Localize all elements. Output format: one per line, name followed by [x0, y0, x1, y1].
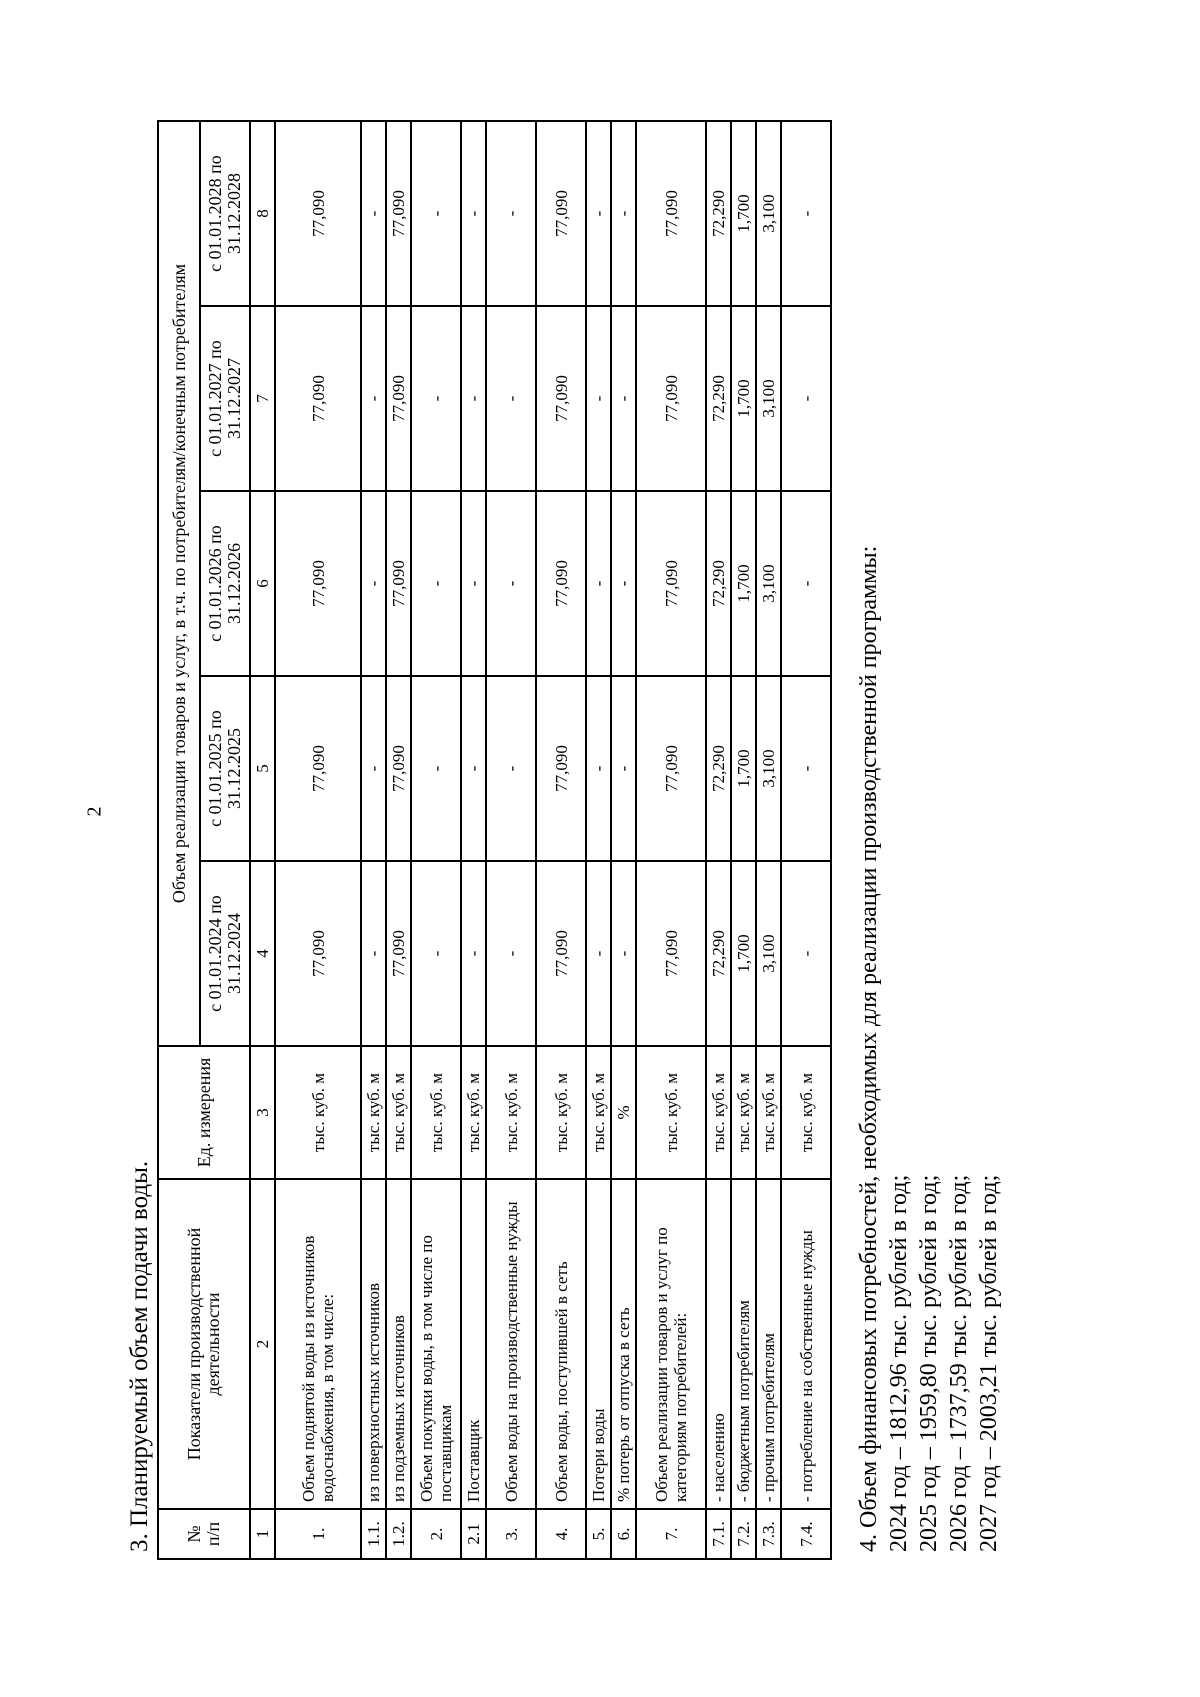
- row-value: 72,290: [706, 491, 731, 676]
- row-value: 77,090: [275, 861, 361, 1046]
- header-num: № п/п: [158, 1509, 250, 1559]
- row-indicator: - населению: [706, 1179, 731, 1509]
- row-indicator: Объем воды, поступившей в сеть: [536, 1179, 586, 1509]
- row-indicator: - потребление на собственные нужды: [781, 1179, 831, 1509]
- page-number: 2: [83, 806, 106, 817]
- row-value: 72,290: [706, 676, 731, 861]
- row-indicator: Объем поднятой воды из источников водоснабжения, в том числе:: [275, 1179, 361, 1509]
- row-value: 77,090: [636, 676, 706, 861]
- header-group: Объем реализации товаров и услуг, в т.ч. по потребителям/конечным потребителям: [158, 121, 200, 1046]
- row-value: -: [486, 676, 536, 861]
- row-value: 1,700: [731, 491, 756, 676]
- row-value: 3,100: [756, 676, 781, 861]
- row-indicator: Поставщик: [461, 1179, 486, 1509]
- financial-title: 4. Объем финансовых потребностей, необходимых для реализации производственной программы:: [856, 545, 882, 1552]
- row-value: -: [461, 676, 486, 861]
- header-period: с 01.01.2025 по 31.12.2025: [200, 676, 250, 861]
- row-value: -: [781, 676, 831, 861]
- header-period: с 01.01.2028 по 31.12.2028: [200, 121, 250, 306]
- row-value: -: [461, 491, 486, 676]
- row-number: 1.1.: [361, 1509, 386, 1559]
- header-period: с 01.01.2027 по 31.12.2027: [200, 306, 250, 491]
- row-unit: %: [611, 1046, 636, 1179]
- column-number: 6: [250, 491, 275, 676]
- row-unit: тыс. куб. м: [706, 1046, 731, 1179]
- table-row: [611, 121, 636, 1559]
- row-value: -: [361, 491, 386, 676]
- row-number: 7.: [636, 1509, 706, 1559]
- section-title: 3. Планируемый объем подачи воды.: [126, 1160, 153, 1552]
- row-indicator: из поверхностных источников: [361, 1179, 386, 1509]
- row-value: -: [781, 121, 831, 306]
- row-value: -: [586, 491, 611, 676]
- row-number: 7.3.: [756, 1509, 781, 1559]
- row-value: 77,090: [536, 491, 586, 676]
- row-value: 77,090: [636, 861, 706, 1046]
- table-row: [486, 121, 536, 1559]
- row-indicator: Потери воды: [586, 1179, 611, 1509]
- row-value: -: [781, 491, 831, 676]
- row-value: -: [611, 491, 636, 676]
- rotated-content: [125, 60, 1085, 1560]
- financial-item: 2024 год – 1812,96 тыс. рублей в год;: [886, 1174, 912, 1552]
- row-indicator: Объем воды на производственные нужды: [486, 1179, 536, 1509]
- row-value: -: [461, 861, 486, 1046]
- row-value: 72,290: [706, 121, 731, 306]
- row-value: 72,290: [706, 861, 731, 1046]
- row-value: 3,100: [756, 491, 781, 676]
- table-row: [781, 121, 831, 1559]
- row-value: 77,090: [386, 491, 411, 676]
- row-value: -: [461, 121, 486, 306]
- row-value: 77,090: [275, 491, 361, 676]
- row-value: 77,090: [386, 861, 411, 1046]
- row-unit: тыс. куб. м: [386, 1046, 411, 1179]
- row-unit: тыс. куб. м: [781, 1046, 831, 1179]
- column-number: 4: [250, 861, 275, 1046]
- row-value: -: [361, 676, 386, 861]
- table-row: [731, 121, 756, 1559]
- row-value: 77,090: [636, 306, 706, 491]
- column-number: 2: [250, 1179, 275, 1509]
- row-value: 77,090: [636, 491, 706, 676]
- row-value: -: [361, 861, 386, 1046]
- row-value: -: [586, 121, 611, 306]
- financial-item: 2027 год – 2003,21 тыс. рублей в год;: [976, 1174, 1002, 1552]
- row-value: 1,700: [731, 676, 756, 861]
- row-value: 1,700: [731, 306, 756, 491]
- row-value: -: [611, 861, 636, 1046]
- row-value: -: [781, 861, 831, 1046]
- row-unit: тыс. куб. м: [586, 1046, 611, 1179]
- row-number: 2.1: [461, 1509, 486, 1559]
- row-value: 77,090: [636, 121, 706, 306]
- row-value: 77,090: [386, 306, 411, 491]
- row-value: 77,090: [275, 676, 361, 861]
- row-value: -: [361, 306, 386, 491]
- table-row: [586, 121, 611, 1559]
- row-value: -: [486, 861, 536, 1046]
- water-supply-table: [157, 120, 832, 1560]
- table-body: [275, 121, 831, 1559]
- table-row: [275, 121, 361, 1559]
- row-indicator: - бюджетным потребителям: [731, 1179, 756, 1509]
- row-unit: тыс. куб. м: [361, 1046, 386, 1179]
- row-value: -: [486, 121, 536, 306]
- row-number: 1.2.: [386, 1509, 411, 1559]
- row-value: -: [461, 306, 486, 491]
- row-value: -: [611, 121, 636, 306]
- row-value: -: [411, 676, 461, 861]
- table-row: [756, 121, 781, 1559]
- row-unit: тыс. куб. м: [756, 1046, 781, 1179]
- row-number: 2.: [411, 1509, 461, 1559]
- table-row: [411, 121, 461, 1559]
- row-value: 3,100: [756, 306, 781, 491]
- row-indicator: % потерь от отпуска в сеть: [611, 1179, 636, 1509]
- table-row: [386, 121, 411, 1559]
- row-value: 77,090: [386, 121, 411, 306]
- row-value: -: [411, 306, 461, 491]
- row-unit: тыс. куб. м: [275, 1046, 361, 1179]
- row-number: 5.: [586, 1509, 611, 1559]
- row-value: 77,090: [275, 121, 361, 306]
- row-indicator: Объем покупки воды, в том числе по поставщикам: [411, 1179, 461, 1509]
- table-row: [706, 121, 731, 1559]
- row-value: 1,700: [731, 121, 756, 306]
- row-value: -: [411, 121, 461, 306]
- table-row: [361, 121, 386, 1559]
- row-number: 4.: [536, 1509, 586, 1559]
- row-value: 3,100: [756, 121, 781, 306]
- table-row: [636, 121, 706, 1559]
- row-value: -: [586, 676, 611, 861]
- column-number: 7: [250, 306, 275, 491]
- header-period: с 01.01.2024 по 31.12.2024: [200, 861, 250, 1046]
- row-value: -: [586, 861, 611, 1046]
- row-unit: тыс. куб. м: [461, 1046, 486, 1179]
- table-row: [536, 121, 586, 1559]
- row-number: 3.: [486, 1509, 536, 1559]
- row-number: 7.2.: [731, 1509, 756, 1559]
- row-value: -: [486, 306, 536, 491]
- row-value: -: [411, 861, 461, 1046]
- row-unit: тыс. куб. м: [636, 1046, 706, 1179]
- row-unit: тыс. куб. м: [411, 1046, 461, 1179]
- header-unit: Ед. измерения: [158, 1046, 250, 1179]
- column-number: 1: [250, 1509, 275, 1559]
- column-number: 5: [250, 676, 275, 861]
- row-number: 7.4.: [781, 1509, 831, 1559]
- row-number: 1.: [275, 1509, 361, 1559]
- header-period: с 01.01.2026 по 31.12.2026: [200, 491, 250, 676]
- financial-item: 2026 год – 1737,59 тыс. рублей в год;: [946, 1174, 972, 1552]
- column-number: 3: [250, 1046, 275, 1179]
- row-number: 6.: [611, 1509, 636, 1559]
- row-value: -: [611, 676, 636, 861]
- row-value: -: [411, 491, 461, 676]
- row-value: 72,290: [706, 306, 731, 491]
- row-value: -: [486, 491, 536, 676]
- row-value: -: [586, 306, 611, 491]
- row-unit: тыс. куб. м: [731, 1046, 756, 1179]
- row-value: 77,090: [536, 306, 586, 491]
- row-indicator: из подземных источников: [386, 1179, 411, 1509]
- row-unit: тыс. куб. м: [486, 1046, 536, 1179]
- row-value: -: [781, 306, 831, 491]
- row-indicator: - прочим потребителям: [756, 1179, 781, 1509]
- row-value: 77,090: [386, 676, 411, 861]
- row-number: 7.1.: [706, 1509, 731, 1559]
- header-indicator: Показатели производственной деятельности: [158, 1179, 250, 1509]
- row-value: 77,090: [536, 676, 586, 861]
- row-value: -: [361, 121, 386, 306]
- row-value: 1,700: [731, 861, 756, 1046]
- row-value: 77,090: [536, 121, 586, 306]
- row-indicator: Объем реализации товаров и услуг по категориям потребителей:: [636, 1179, 706, 1509]
- row-value: -: [611, 306, 636, 491]
- row-value: 3,100: [756, 861, 781, 1046]
- row-value: 77,090: [275, 306, 361, 491]
- financial-needs: [854, 60, 1004, 1552]
- table-row: [461, 121, 486, 1559]
- row-unit: тыс. куб. м: [536, 1046, 586, 1179]
- column-number: 8: [250, 121, 275, 306]
- financial-item: 2025 год – 1959,80 тыс. рублей в год;: [916, 1174, 942, 1552]
- row-value: 77,090: [536, 861, 586, 1046]
